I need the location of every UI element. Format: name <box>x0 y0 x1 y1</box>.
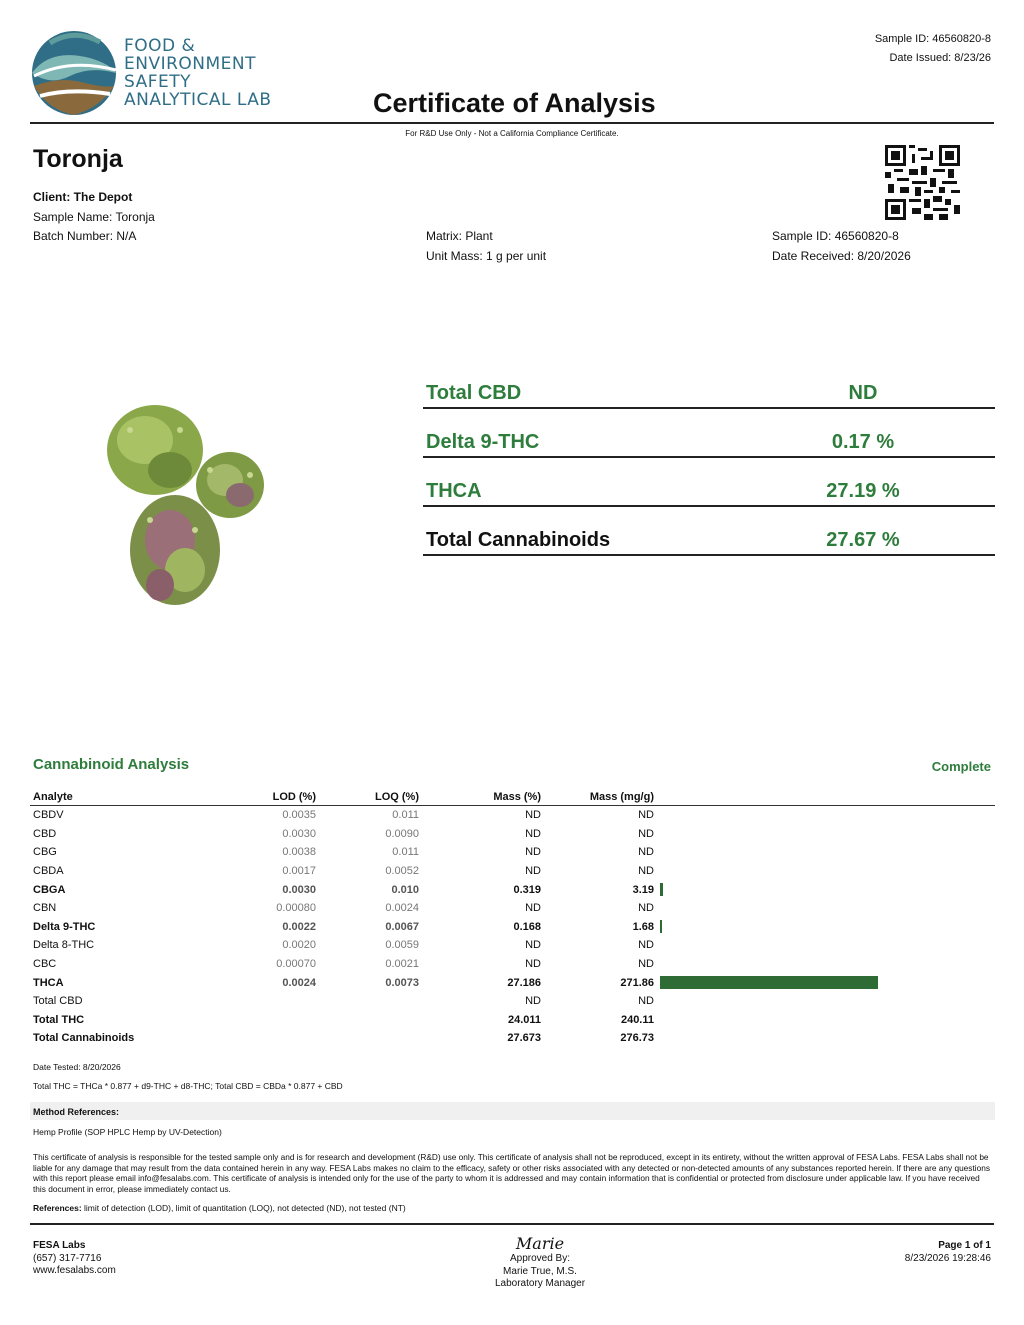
date-tested: Date Tested: 8/20/2026 <box>33 1062 121 1072</box>
mass-mg-cell: 1.68 <box>632 920 654 933</box>
signature-icon: Marie <box>515 1234 565 1253</box>
mass-mg-cell: ND <box>638 939 654 952</box>
method-references-header <box>30 1102 995 1120</box>
lod-cell <box>180 1011 316 1030</box>
mass-bar-cell <box>654 843 995 862</box>
client-name: Client: The Depot <box>33 190 133 204</box>
unit-mass: Unit Mass: 1 g per unit <box>426 249 547 263</box>
mass-pct-cell: ND <box>525 827 541 840</box>
col-mass-pct: Mass (%) <box>419 789 541 806</box>
loq-cell: 0.0052 <box>385 865 419 878</box>
table-row <box>30 955 995 974</box>
mass-pct-cell: ND <box>525 939 541 952</box>
col-loq: LOQ (%) <box>316 789 419 806</box>
summary-label: THCA <box>426 480 482 502</box>
table-row <box>30 862 995 881</box>
mass-pct-cell: 0.168 <box>513 920 541 933</box>
mass-bar-cell <box>654 825 995 844</box>
footer-page-info <box>905 1240 991 1265</box>
lod-cell: 0.0017 <box>282 865 316 878</box>
loq-cell: 0.011 <box>392 846 419 859</box>
table-row <box>30 992 995 1011</box>
matrix: Matrix: Plant <box>426 229 493 243</box>
loq-cell: 0.010 <box>391 883 419 896</box>
batch-number: Batch Number: N/A <box>33 229 137 243</box>
mass-bar-cell <box>654 880 995 899</box>
analyte-cell: CBGA <box>33 883 66 896</box>
mass-pct-cell: ND <box>525 995 541 1008</box>
table-row <box>30 825 995 844</box>
mass-bar-cell <box>654 1029 995 1048</box>
qr-code-icon <box>885 145 960 220</box>
header-date-issued: Date Issued: 8/23/26 <box>889 52 991 64</box>
analyte-cell: Delta 9-THC <box>33 920 96 933</box>
mass-pct-cell: 0.319 <box>513 883 541 896</box>
lod-cell: 0.0030 <box>282 883 316 896</box>
summary-value: 0.17 % <box>831 431 895 453</box>
analyte-cell: Delta 8-THC <box>33 939 95 952</box>
loq-cell: 0.0059 <box>385 939 419 952</box>
product-name: Toronja <box>33 145 123 173</box>
loq-cell <box>316 992 419 1011</box>
mass-mg-cell: 276.73 <box>620 1032 654 1045</box>
compliance-notice: For R&D Use Only - Not a California Compliance Certificate. <box>405 129 619 138</box>
analyte-cell: THCA <box>33 976 64 989</box>
mass-pct-cell: ND <box>525 809 541 822</box>
mass-pct-cell: 24.011 <box>507 1013 541 1026</box>
mass-pct-cell: ND <box>525 958 541 971</box>
references <box>33 1203 406 1213</box>
results-summary <box>423 360 995 556</box>
analyte-cell: Total THC <box>33 1013 85 1026</box>
lod-cell: 0.0030 <box>282 827 316 840</box>
lod-cell: 0.0035 <box>282 809 316 822</box>
analyte-cell: CBC <box>33 958 57 971</box>
analyte-cell: CBDV <box>33 809 64 822</box>
mass-bar <box>660 976 878 989</box>
footer-divider <box>30 1223 994 1225</box>
lod-cell <box>180 992 316 1011</box>
col-bar <box>654 789 995 806</box>
mass-mg-cell: 3.19 <box>632 883 654 896</box>
footer-lab <box>33 1240 116 1278</box>
table-row <box>30 918 995 937</box>
footer-company: FESA Labs <box>33 1240 86 1251</box>
lod-cell: 0.0022 <box>282 920 316 933</box>
mass-bar <box>660 920 662 933</box>
analysis-status: Complete <box>931 759 991 774</box>
loq-cell: 0.011 <box>392 809 419 822</box>
report-timestamp: 8/23/2026 19:28:46 <box>904 1252 991 1264</box>
approved-by-label: Approved By: <box>509 1253 571 1264</box>
mass-pct-cell: ND <box>525 902 541 915</box>
table-row <box>30 880 995 899</box>
table-row <box>30 899 995 918</box>
total-formula: Total THC = THCa * 0.877 + d9-THC + d8-THC; Total CBD = CBDa * 0.877 + CBD <box>33 1081 343 1091</box>
mass-bar-cell <box>654 992 995 1011</box>
mass-mg-cell: ND <box>638 809 654 822</box>
loq-cell: 0.0021 <box>385 958 419 971</box>
cannabinoid-table <box>30 789 995 1048</box>
table-row <box>30 1029 995 1048</box>
col-analyte: Analyte <box>30 789 180 806</box>
loq-cell <box>316 1011 419 1030</box>
header-sample-id: Sample ID: 46560820-8 <box>874 33 991 45</box>
mass-mg-cell: 240.11 <box>620 1013 654 1026</box>
lab-logo-icon <box>30 28 118 118</box>
summary-label: Total Cannabinoids <box>426 529 611 551</box>
lab-name: FOOD & ENVIRONMENT SAFETY ANALYTICAL LAB <box>124 36 272 110</box>
loq-cell: 0.0073 <box>385 976 419 989</box>
summary-value: 27.67 % <box>826 529 900 551</box>
lod-cell <box>180 1029 316 1048</box>
approver-name: Marie True, M.S. <box>503 1265 577 1277</box>
mass-bar-cell <box>654 936 995 955</box>
mass-pct-cell: 27.673 <box>507 1032 541 1045</box>
table-row <box>30 1011 995 1030</box>
lod-cell: 0.00070 <box>276 958 316 971</box>
loq-cell: 0.0067 <box>385 920 419 933</box>
lod-cell: 0.0024 <box>282 976 316 989</box>
table-row <box>30 843 995 862</box>
mass-mg-cell: ND <box>638 995 654 1008</box>
header-divider <box>30 122 994 124</box>
summary-value: ND <box>848 382 878 404</box>
mass-bar-cell <box>654 973 995 992</box>
col-lod: LOD (%) <box>180 789 316 806</box>
disclaimer: This certificate of analysis is responsible for the tested sample only and is for research and development (R&D) use only. This certificate of analysis shall not be reproduced, except in its entirety, without the written approval of FESA Labs. FESA Labs shall not be liable for any damage that may result from the data contained herein in any way. FESA Labs makes no claim to the efficacy, safety or other risks associated with any detected or non-detected amounts of any substances reported herein. If there are any questions with this report please email info@fesalabs.com. This certificate of analysis is intended only for the use of the party to whom it is addressed and may contain information that is confidential or protected from disclosure under applicable law. If you have received this document in error, please immediately contact us. <box>33 1152 990 1194</box>
footer-approval <box>440 1235 640 1291</box>
mass-bar-cell <box>654 862 995 881</box>
mass-mg-cell: ND <box>638 846 654 859</box>
mass-bar <box>660 883 663 896</box>
references-label: References: <box>33 1203 82 1213</box>
analyte-cell: CBD <box>33 827 57 840</box>
col-mass-mg: Mass (mg/g) <box>541 789 654 806</box>
analyte-cell: CBG <box>33 846 57 859</box>
mass-pct-cell: 27.186 <box>507 976 541 989</box>
analyte-cell: Total Cannabinoids <box>33 1032 135 1045</box>
lod-cell: 0.00080 <box>276 902 316 915</box>
mass-bar-cell <box>654 899 995 918</box>
mass-pct-cell: ND <box>525 846 541 859</box>
page-number: Page 1 of 1 <box>938 1240 991 1251</box>
analyte-cell: CBDA <box>33 865 64 878</box>
mass-mg-cell: ND <box>638 958 654 971</box>
sample-id: Sample ID: 46560820-8 <box>772 229 899 243</box>
mass-mg-cell: 271.86 <box>620 976 654 989</box>
table-row <box>30 806 995 825</box>
mass-bar-cell <box>654 806 995 825</box>
approver-title: Laboratory Manager <box>494 1278 586 1289</box>
mass-bar-cell <box>654 918 995 937</box>
lod-cell: 0.0020 <box>282 939 316 952</box>
analyte-cell: CBN <box>33 902 57 915</box>
summary-row <box>423 458 995 507</box>
summary-label: Total CBD <box>426 382 522 404</box>
page-title: Certificate of Analysis <box>373 88 656 118</box>
loq-cell <box>316 1029 419 1048</box>
loq-cell: 0.0024 <box>385 902 419 915</box>
footer-website[interactable]: www.fesalabs.com <box>33 1265 116 1276</box>
mass-bar-cell <box>654 1011 995 1030</box>
summary-row <box>423 507 995 556</box>
summary-label: Delta 9-THC <box>426 431 540 453</box>
sample-name: Sample Name: Toronja <box>33 210 155 224</box>
method-references-label: Method References: <box>33 1107 120 1117</box>
mass-mg-cell: ND <box>638 827 654 840</box>
loq-cell: 0.0090 <box>385 827 419 840</box>
product-photo-icon <box>100 400 270 615</box>
analyte-cell: Total CBD <box>33 995 83 1008</box>
method-reference: Hemp Profile (SOP HPLC Hemp by UV-Detection) <box>33 1127 222 1137</box>
date-received: Date Received: 8/20/2026 <box>772 249 911 263</box>
summary-row <box>423 409 995 458</box>
lod-cell: 0.0038 <box>282 846 316 859</box>
mass-mg-cell: ND <box>638 902 654 915</box>
mass-pct-cell: ND <box>525 865 541 878</box>
table-row <box>30 936 995 955</box>
mass-bar-cell <box>654 955 995 974</box>
summary-row <box>423 360 995 409</box>
table-header-row <box>30 789 995 806</box>
summary-value: 27.19 % <box>826 480 900 502</box>
analysis-title: Cannabinoid Analysis <box>33 756 190 773</box>
footer-phone: (657) 317-7716 <box>33 1252 102 1264</box>
table-row <box>30 973 995 992</box>
references-text: limit of detection (LOD), limit of quantitation (LOQ), not detected (ND), not tested (NT) <box>81 1203 406 1213</box>
mass-mg-cell: ND <box>638 865 654 878</box>
